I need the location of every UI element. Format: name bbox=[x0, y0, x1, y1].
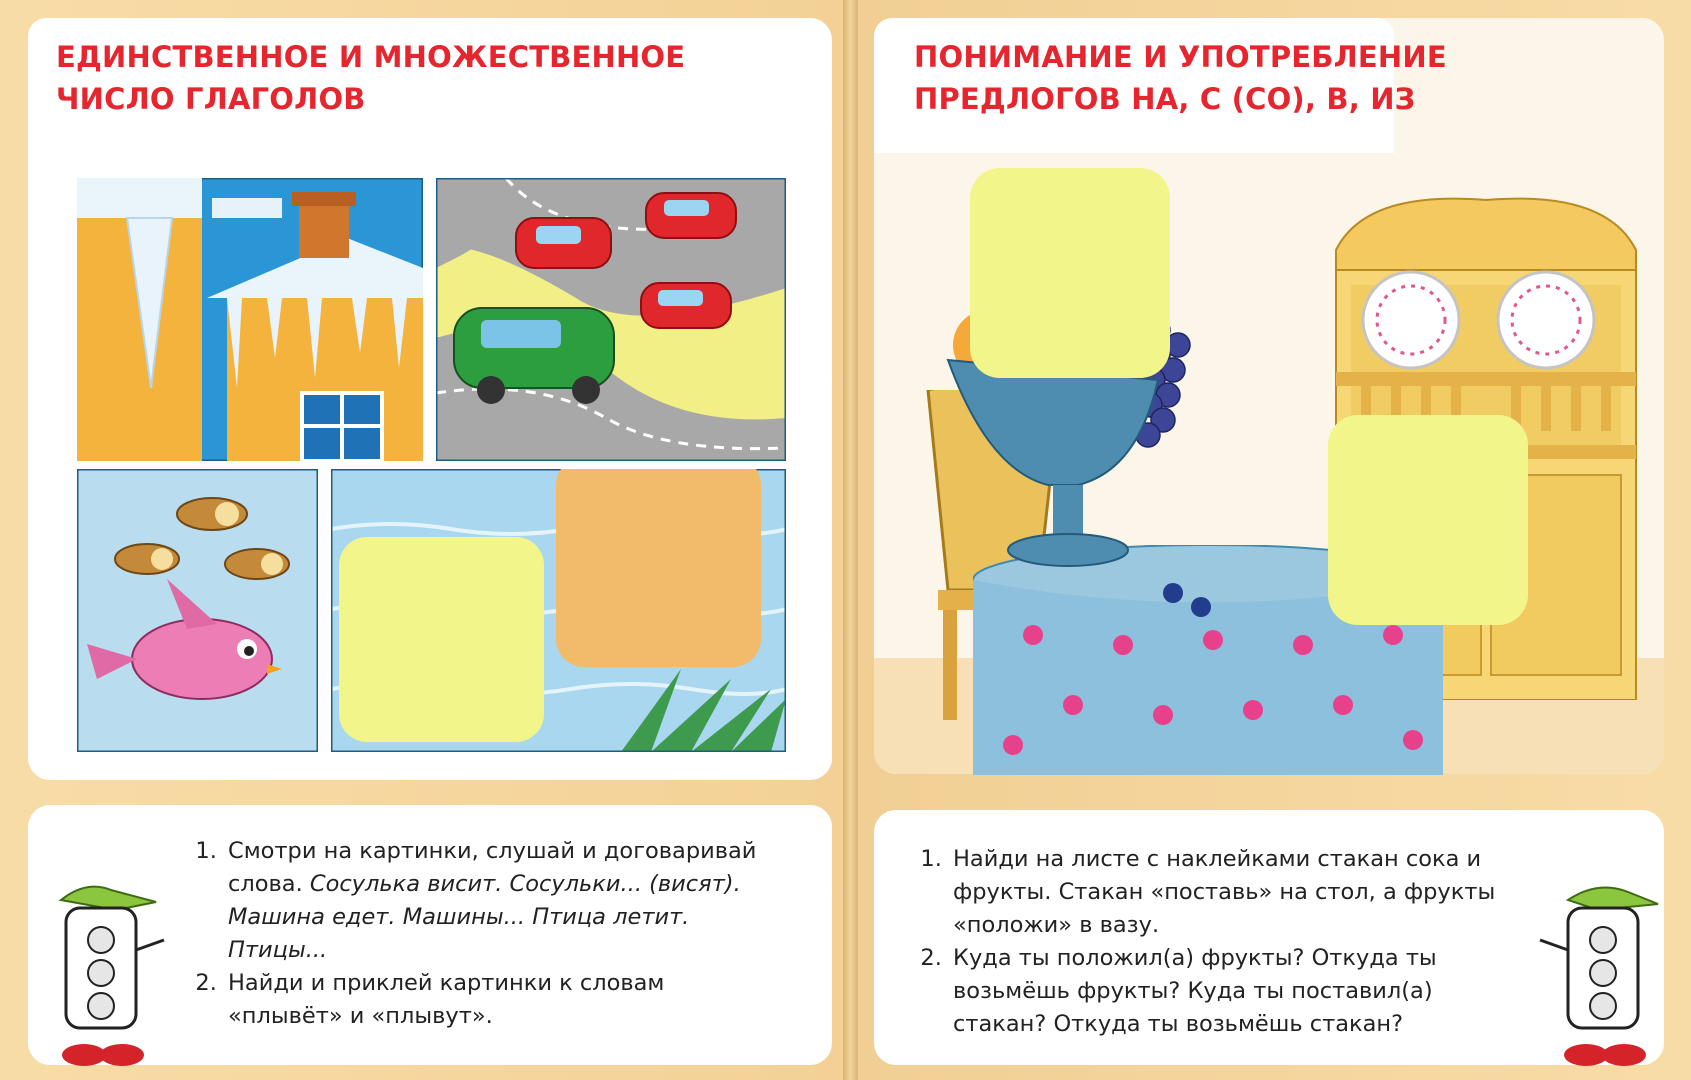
sticker-placeholder-plyvyot bbox=[339, 537, 544, 742]
birds-icon bbox=[77, 469, 318, 752]
left-instructions bbox=[190, 835, 770, 1033]
icicle-house-icon bbox=[77, 178, 423, 461]
right-page bbox=[858, 0, 1691, 1080]
traffic-light-mascot-icon bbox=[1528, 870, 1668, 1070]
left-page-title bbox=[56, 36, 685, 120]
left-title-line1: ЕДИНСТВЕННОЕ И МНОЖЕСТВЕННОЕ bbox=[56, 40, 686, 74]
right-instructions bbox=[915, 843, 1505, 1041]
water-panel bbox=[331, 469, 786, 752]
right-page-title bbox=[914, 36, 1447, 120]
right-title-line2: ПРЕДЛОГОВ НА, С (СО), В, ИЗ bbox=[914, 82, 1416, 116]
left-page bbox=[0, 0, 843, 1080]
right-title-line1: ПОНИМАНИЕ И УПОТРЕБЛЕНИЕ bbox=[914, 40, 1447, 74]
right-instruction-2: 2. Куда ты положил(а) фрукты? Откуда ты возьмёшь фрукты? Куда ты поставил(а) стакан? Откуда ты возьмёшь стакан? bbox=[949, 942, 1505, 1041]
traffic-light-mascot-icon bbox=[36, 870, 176, 1070]
left-title-line2: ЧИСЛО ГЛАГОЛОВ bbox=[56, 82, 366, 116]
right-instruction-1: 1. Найди на листе с наклейками стакан сока и фрукты. Стакан «поставь» на стол, а фрукты «положи» в вазу. bbox=[949, 843, 1505, 942]
left-instruction-1: 1. Смотри на картинки, слушай и договаривай слова. Сосулька висит. Сосульки... (висят). Машина едет. Машины... Птица летит. Птицы... bbox=[224, 835, 770, 967]
sticker-placeholder-glass bbox=[1328, 415, 1528, 625]
cars-road-icon bbox=[436, 178, 786, 461]
sticker-placeholder-plyvut bbox=[556, 469, 761, 667]
left-instruction-2: 2. Найди и приклей картинки к словам «плывёт» и «плывут». bbox=[224, 967, 770, 1033]
left-instruction-1-examples: Сосулька висит. Сосульки... (висят). Машина едет. Машины... Птица летит. Птицы... bbox=[228, 871, 741, 963]
book-spine bbox=[843, 0, 858, 1080]
sticker-placeholder-fruits bbox=[970, 168, 1170, 378]
